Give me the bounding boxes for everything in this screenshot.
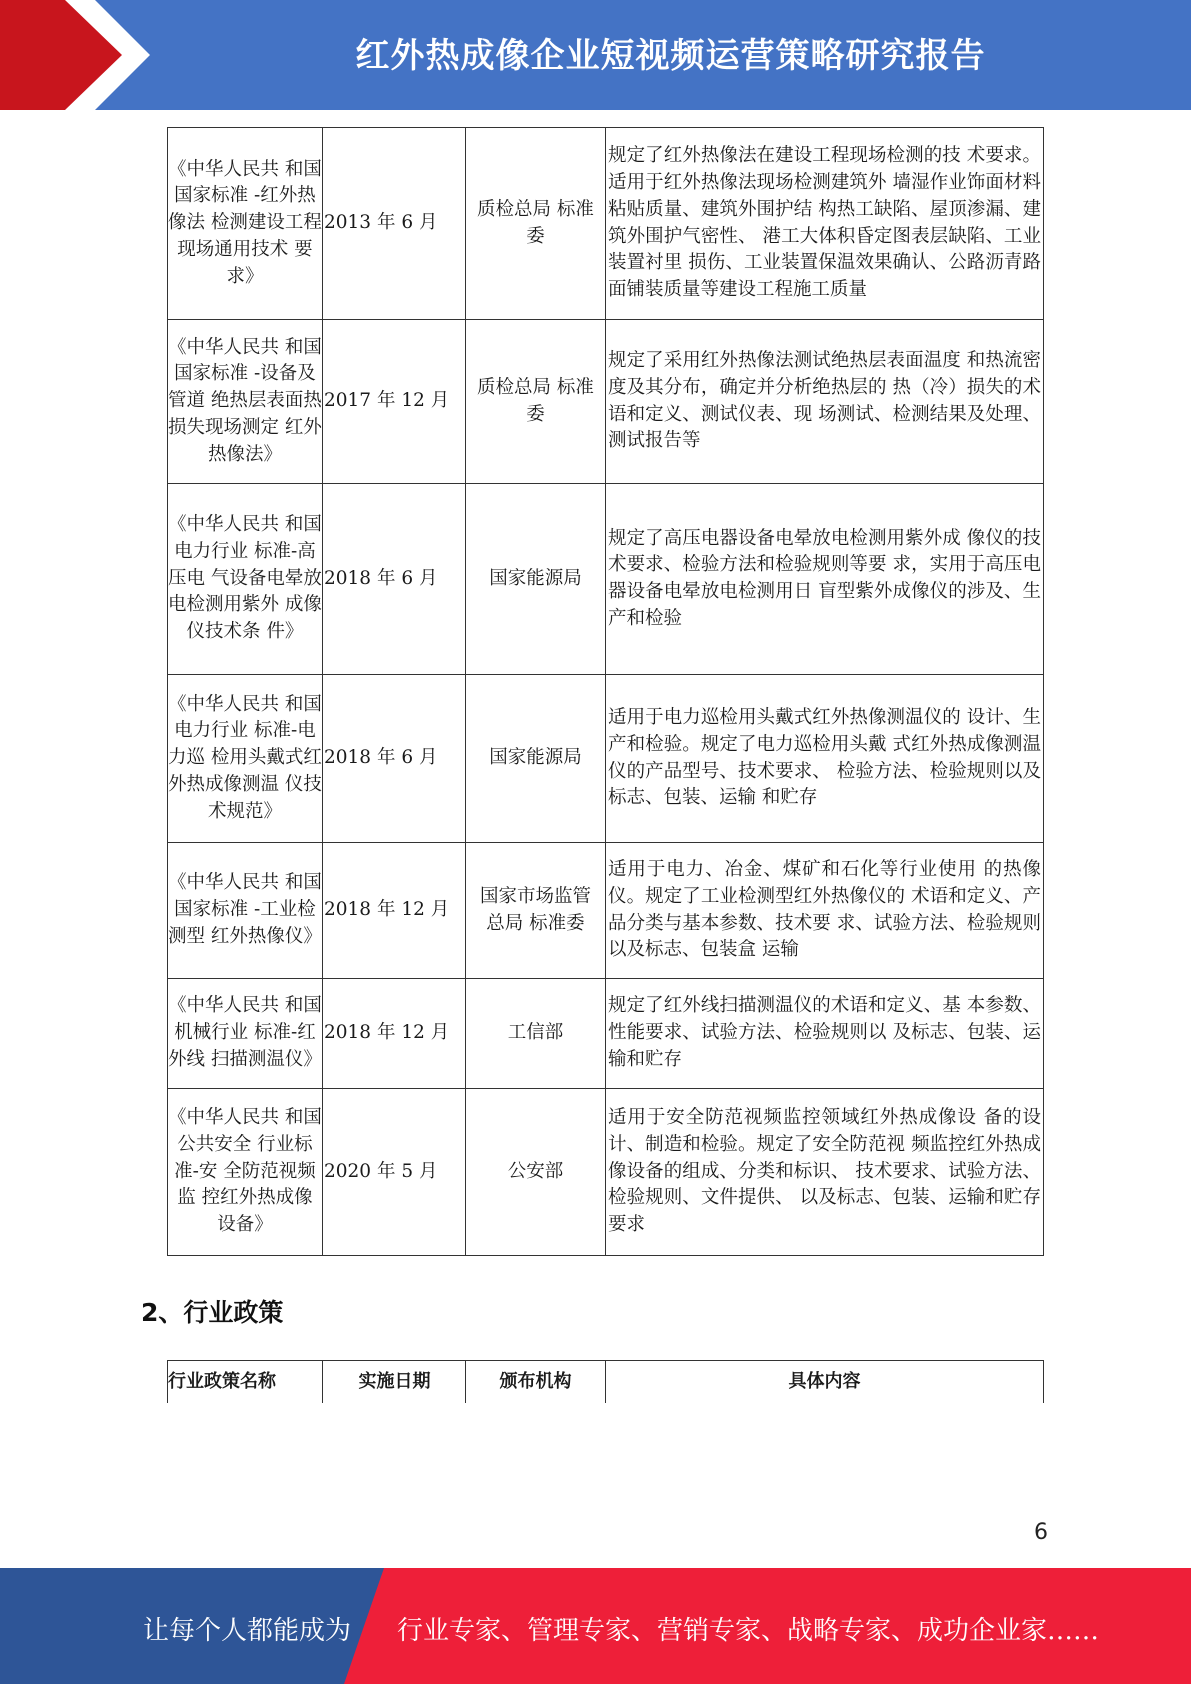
org-cell: 国家能源局 [466,675,606,843]
org-cell: 国家能源局 [466,484,606,675]
standard-name-cell: 《中华人民共 和国国家标准 -红外热像法 检测建设工程 现场通用技术 要求》 [168,128,323,320]
table-row [168,484,1044,675]
header-cell-date: 实施日期 [323,1361,466,1404]
page-number: 6 [1034,1520,1048,1545]
table-row [168,979,1044,1089]
org-cell: 质检总局 标准委 [466,128,606,320]
table-row [168,843,1044,979]
org-cell: 质检总局 标准委 [466,320,606,484]
table-header-row [168,1361,1044,1404]
date-cell: 2018 年 12 月 [323,979,466,1089]
description-cell: 规定了采用红外热像法测试绝热层表面温度 和热流密度及其分布，确定并分析绝热层的 热（冷）损失的术语和定义、测试仪表、现 场测试、检测结果及处理、测试报告等 [606,320,1044,484]
org-cell: 国家市场监管总局 标准委 [466,843,606,979]
table-row [168,128,1044,320]
table-row [168,320,1044,484]
footer-slogan-left: 让每个人都能成为 [143,1616,352,1646]
date-cell: 2020 年 5 月 [323,1089,466,1256]
header-cell-org: 颁布机构 [466,1361,606,1404]
policy-table [167,1360,1044,1403]
standards-table [167,127,1044,1256]
standard-name-cell: 《中华人民共 和国机械行业 标准-红外线 扫描测温仪》 [168,979,323,1089]
standard-name-cell: 《中华人民共 和国电力行业 标准-电力巡 检用头戴式红 外热成像测温 仪技术规范》 [168,675,323,843]
date-cell: 2017 年 12 月 [323,320,466,484]
description-cell: 规定了红外线扫描测温仪的术语和定义、基 本参数、性能要求、试验方法、检验规则以 及标志、包装、运输和贮存 [606,979,1044,1089]
header-cell-content: 具体内容 [606,1361,1044,1404]
org-cell: 公安部 [466,1089,606,1256]
table-row [168,1089,1044,1256]
description-cell: 规定了红外热像法在建设工程现场检测的技 术要求。适用于红外热像法现场检测建筑外 墙湿作业饰面材料粘贴质量、建筑外围护结 构热工缺陷、屋顶渗漏、建筑外围护气密性、 港工大体积昏定图表层缺陷、工业装置衬里 损伤、工业装置保温效果确认、公路沥青路 面铺装质量等建设工程施工质量 [606,128,1044,320]
date-cell: 2018 年 12 月 [323,843,466,979]
header-banner [0,0,1191,110]
standard-name-cell: 《中华人民共 和国国家标准 -设备及管道 绝热层表面热 损失现场测定 红外热像法》 [168,320,323,484]
footer-banner [0,1568,1191,1684]
description-cell: 规定了高压电器设备电晕放电检测用紫外成 像仪的技术要求、检验方法和检验规则等要 求，实用于高压电器设备电晕放电检测用日 盲型紫外成像仪的涉及、生产和检验 [606,484,1044,675]
description-cell: 适用于电力巡检用头戴式红外热像测温仪的 设计、生产和检验。规定了电力巡检用头戴 式红外热成像测温仪的产品型号、技术要求、 检验方法、检验规则以及标志、包装、运输 和贮存 [606,675,1044,843]
date-cell: 2013 年 6 月 [323,128,466,320]
section-heading: 2、行业政策 [141,1298,284,1327]
standard-name-cell: 《中华人民共 和国公共安全 行业标准-安 全防范视频监 控红外热成像 设备》 [168,1089,323,1256]
table-row [168,675,1044,843]
standard-name-cell: 《中华人民共 和国电力行业 标准-高压电 气设备电晕放 电检测用紫外 成像仪技术条 件》 [168,484,323,675]
standard-name-cell: 《中华人民共 和国国家标准 -工业检测型 红外热像仪》 [168,843,323,979]
org-cell: 工信部 [466,979,606,1089]
header-cell-policy-name: 行业政策名称 [168,1361,323,1404]
date-cell: 2018 年 6 月 [323,675,466,843]
description-cell: 适用于安全防范视频监控领域红外热成像设 备的设计、制造和检验。规定了安全防范视 频监控红外热成像设备的组成、分类和标识、 技术要求、试验方法、检验规则、文件提供、 以及标志、包装、运输和贮存要求 [606,1089,1044,1256]
date-cell: 2018 年 6 月 [323,484,466,675]
footer-slogan-right: 行业专家、管理专家、营销专家、战略专家、成功企业家…… [397,1616,1100,1646]
report-title: 红外热成像企业短视频运营策略研究报告 [355,36,986,76]
description-cell: 适用于电力、冶金、煤矿和石化等行业使用 的热像仪。规定了工业检测型红外热像仪的 术语和定义、产品分类与基本参数、技术要 求、试验方法、检验规则以及标志、包装盒 运输 [606,843,1044,979]
